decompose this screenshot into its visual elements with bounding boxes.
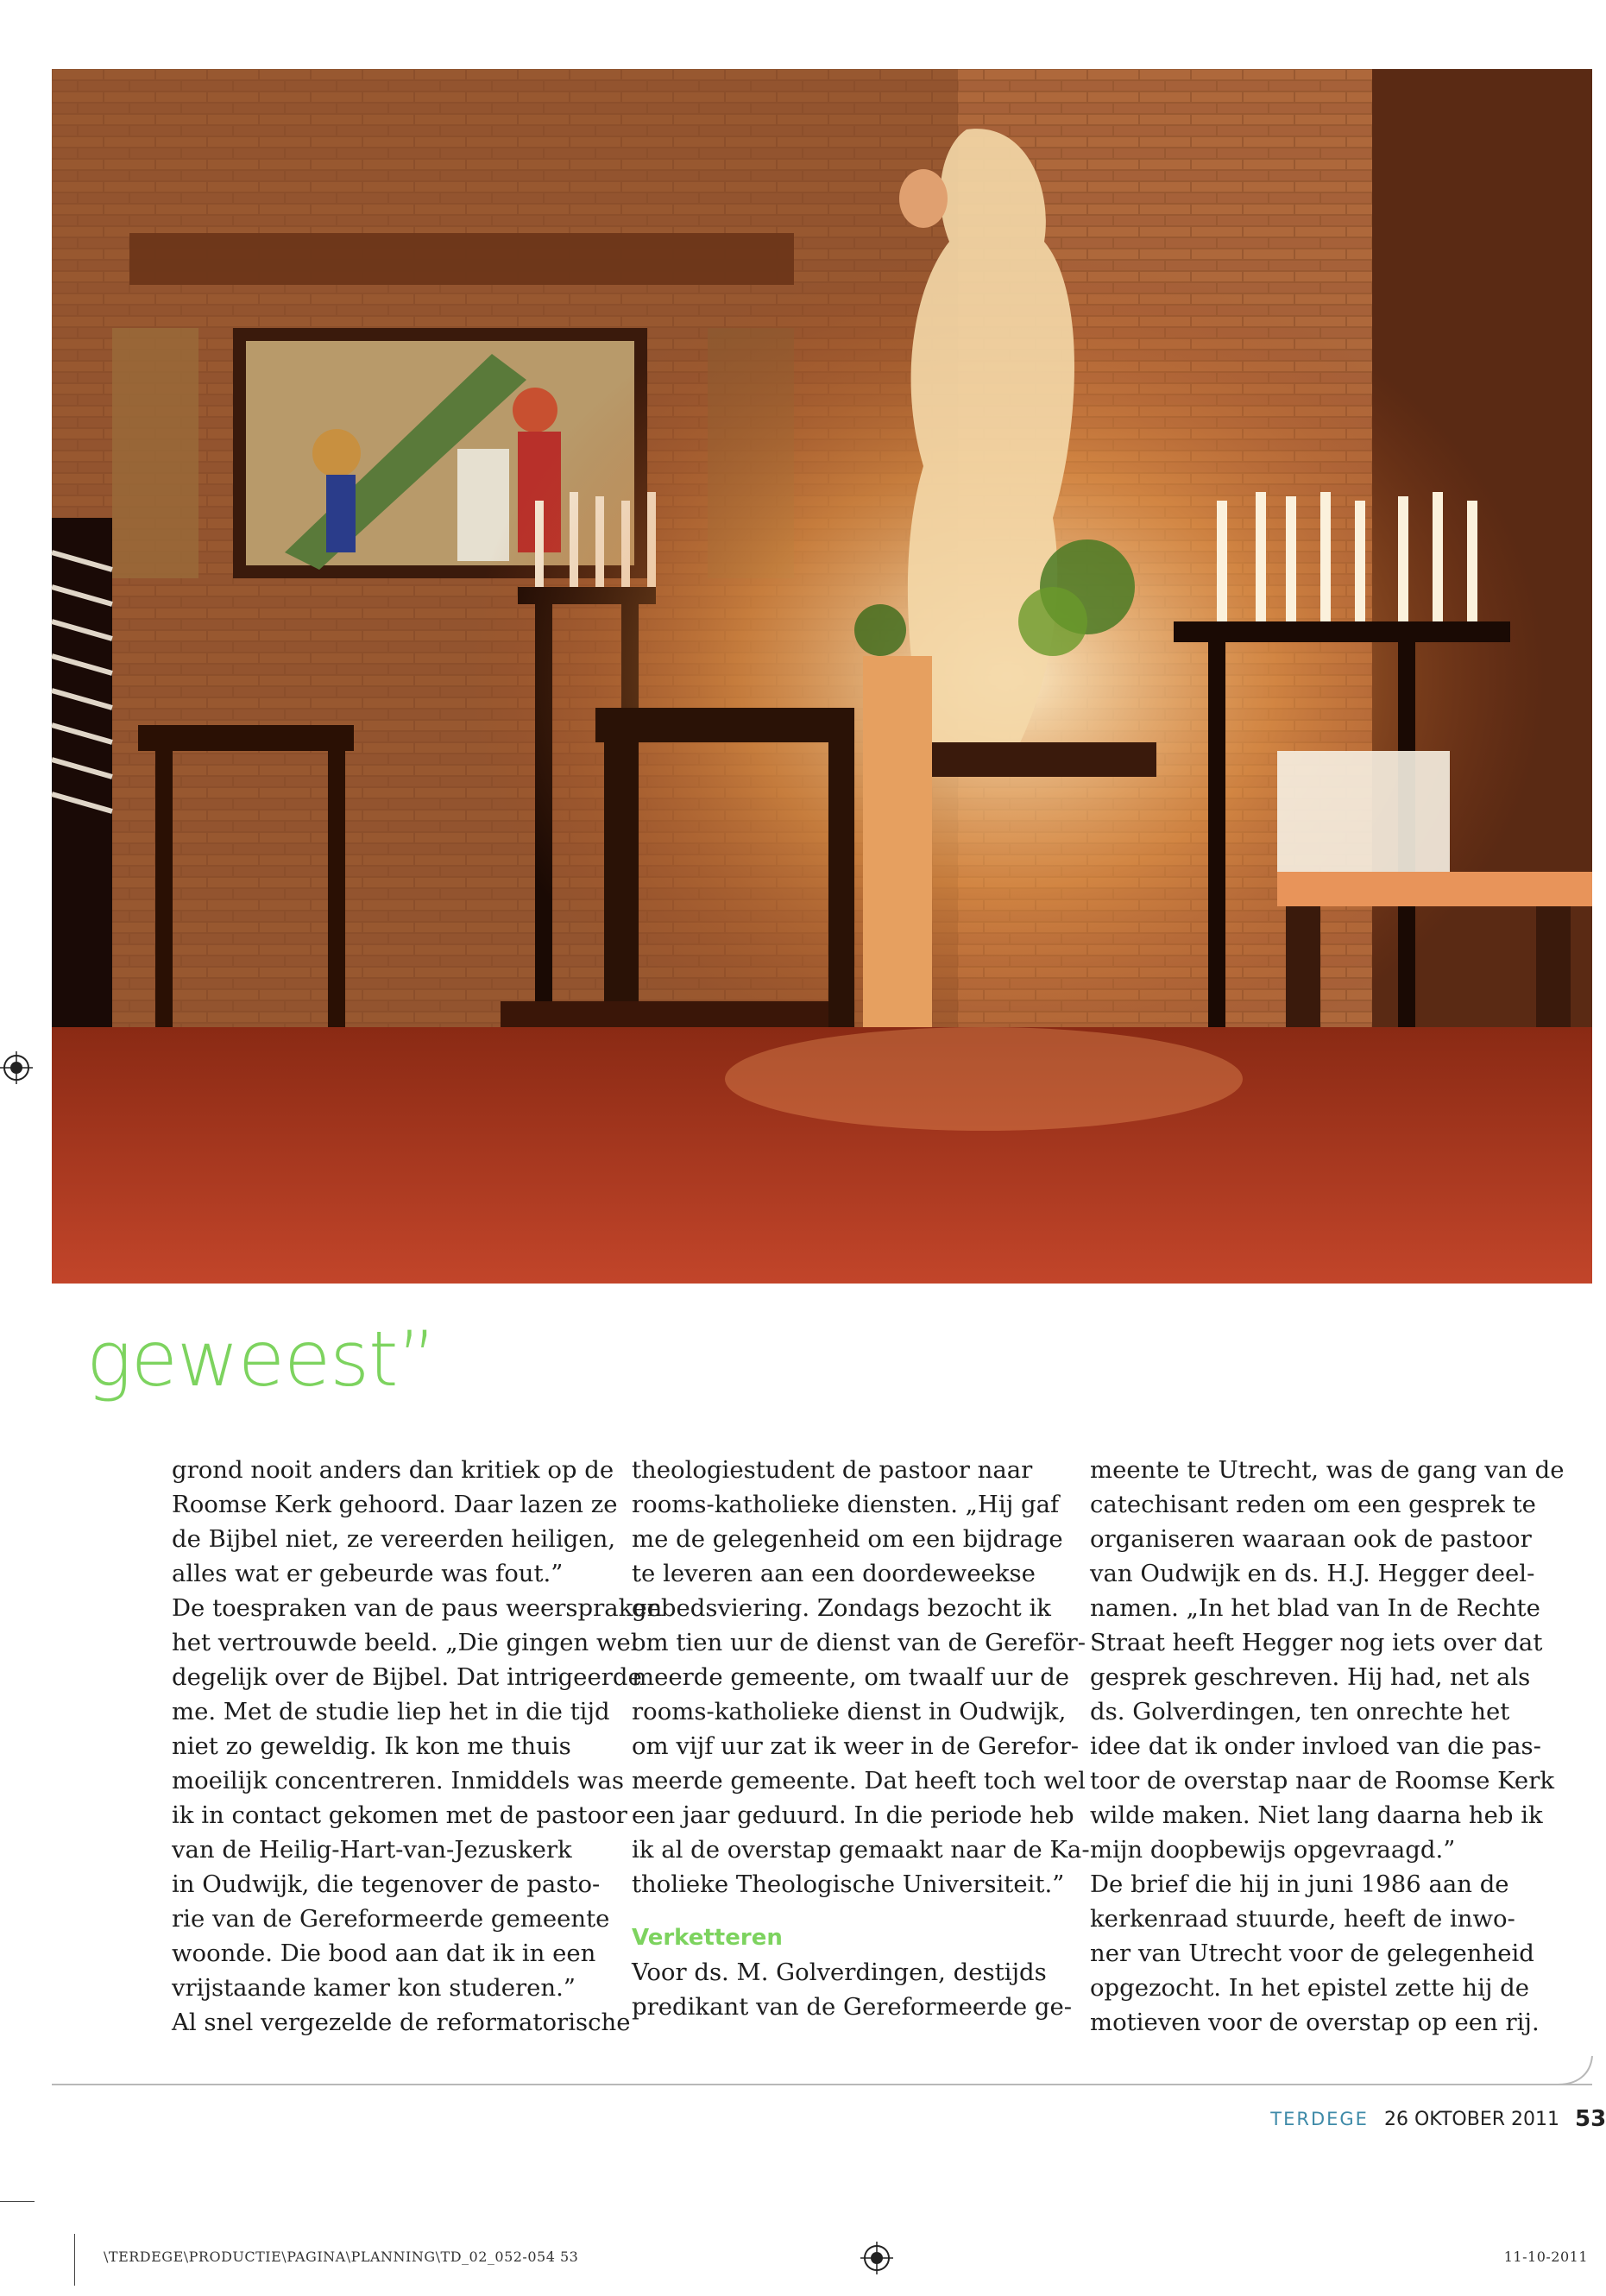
crop-mark-horizontal	[0, 2201, 35, 2202]
body-line: grond nooit anders dan kritiek op de	[172, 1456, 614, 1484]
church-interior-photo	[52, 69, 1592, 1284]
body-line: rooms-katholieke diensten. „Hij gaf	[632, 1491, 1060, 1518]
body-line: namen. „In het blad van In de Rechte	[1090, 1594, 1540, 1622]
section-subheading: Verketteren	[632, 1925, 783, 1951]
page-number: 53	[1575, 2106, 1606, 2132]
body-line: me. Met de studie liep het in die tijd	[172, 1698, 610, 1725]
body-line: ner van Utrecht voor de gelegenheid	[1090, 1940, 1534, 1967]
body-line: om vijf uur zat ik weer in de Gerefor-	[632, 1732, 1080, 1760]
issue-date: 26 OKTOBER 2011	[1383, 2108, 1559, 2130]
body-line: predikant van de Gereformeerde ge-	[632, 1993, 1073, 2021]
body-line: rie van de Gereformeerde gemeente	[172, 1905, 610, 1933]
magazine-name: TERDEGE	[1270, 2109, 1369, 2129]
body-line: ds. Golverdingen, ten onrechte het	[1090, 1698, 1510, 1725]
body-line: Straat heeft Hegger nog iets over dat	[1090, 1629, 1543, 1656]
body-line: gesprek geschreven. Hij had, net als	[1090, 1663, 1531, 1691]
text-column-3	[1090, 1453, 1565, 2040]
body-line: rooms-katholieke dienst in Oudwijk,	[632, 1698, 1067, 1725]
body-line: motieven voor de overstap op een rij.	[1090, 2009, 1540, 2036]
body-line: theologiestudent de pastoor naar	[632, 1456, 1033, 1484]
registration-mark-icon	[0, 1051, 33, 1084]
body-line: ik al de overstap gemaakt naar de Ka-	[632, 1836, 1090, 1864]
body-line: Al snel vergezelde de reformatorische	[172, 2009, 631, 2036]
body-line: om tien uur de dienst van de Gereför-	[632, 1629, 1086, 1656]
footer-rule-curve	[1558, 2054, 1592, 2085]
body-line: woonde. Die bood aan dat ik in een	[172, 1940, 596, 1967]
body-line: kerkenraad stuurde, heeft de inwo-	[1090, 1905, 1515, 1933]
body-line: me de gelegenheid om een bijdrage	[632, 1525, 1063, 1553]
body-line: meerde gemeente, om twaalf uur de	[632, 1663, 1070, 1691]
text-column-2	[632, 1453, 1090, 2024]
body-line: mijn doopbewijs opgevraagd.”	[1090, 1836, 1456, 1864]
body-line: organiseren waaraan ook de pastoor	[1090, 1525, 1532, 1553]
body-line: meerde gemeente. Dat heeft toch wel	[632, 1767, 1086, 1795]
body-line: te leveren aan een doordeweekse	[632, 1560, 1036, 1587]
body-line: meente te Utrecht, was de gang van de	[1090, 1456, 1565, 1484]
body-line: een jaar geduurd. In die periode heb	[632, 1801, 1074, 1829]
body-line: tholieke Theologische Universiteit.”	[632, 1870, 1065, 1898]
body-line: van Oudwijk en ds. H.J. Hegger deel-	[1090, 1560, 1535, 1587]
article-headline: geweest”	[86, 1315, 437, 1403]
registration-mark-icon	[860, 2242, 893, 2274]
body-line: van de Heilig-Hart-van-Jezuskerk	[172, 1836, 572, 1864]
text-column-1	[172, 1453, 663, 2040]
body-line: opgezocht. In het epistel zette hij de	[1090, 1974, 1530, 2002]
body-line: het vertrouwde beeld. „Die gingen wel	[172, 1629, 639, 1656]
body-line: vrijstaande kamer kon studeren.”	[172, 1974, 576, 2002]
body-line: in Oudwijk, die tegenover de pasto-	[172, 1870, 601, 1898]
body-line: de Bijbel niet, ze vereerden heiligen,	[172, 1525, 616, 1553]
body-line: toor de overstap naar de Roomse Kerk	[1090, 1767, 1555, 1795]
body-line: De toespraken van de paus weerspraken	[172, 1594, 663, 1622]
body-line: catechisant reden om een gesprek te	[1090, 1491, 1536, 1518]
crop-mark-vertical	[74, 2234, 75, 2286]
body-line: idee dat ik onder invloed van die pas-	[1090, 1732, 1541, 1760]
church-interior-illustration	[52, 69, 1592, 1284]
body-line: niet zo geweldig. Ik kon me thuis	[172, 1732, 571, 1760]
body-line: alles wat er gebeurde was fout.”	[172, 1560, 564, 1587]
body-line: De brief die hij in juni 1986 aan de	[1090, 1870, 1509, 1898]
body-line: Voor ds. M. Golverdingen, destijds	[632, 1959, 1047, 1986]
body-line: Roomse Kerk gehoord. Daar lazen ze	[172, 1491, 618, 1518]
body-line: degelijk over de Bijbel. Dat intrigeerde	[172, 1663, 642, 1691]
body-line: ik in contact gekomen met de pastoor	[172, 1801, 627, 1829]
body-line: wilde maken. Niet lang daarna heb ik	[1090, 1801, 1543, 1829]
body-line: gebedsviering. Zondags bezocht ik	[632, 1594, 1051, 1622]
print-slug-date: 11-10-2011	[1503, 2249, 1588, 2265]
page-footer	[1270, 2104, 1606, 2135]
body-line: moeilijk concentreren. Inmiddels was	[172, 1767, 624, 1795]
print-slug-path: \TERDEGE\PRODUCTIE\PAGINA\PLANNING\TD_02_052-054 53	[104, 2249, 579, 2265]
footer-rule	[52, 2084, 1592, 2085]
